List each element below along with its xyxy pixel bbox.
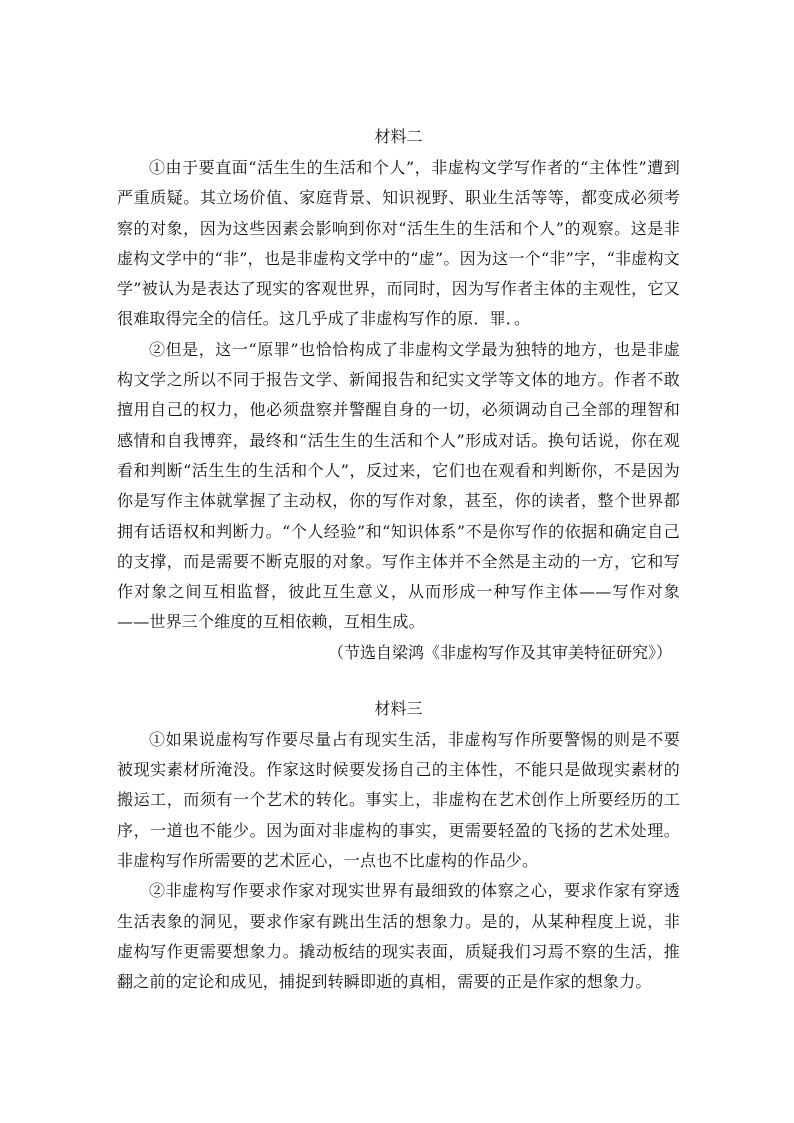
- document-page: [117, 120, 680, 997]
- section-title-material-3: 材料三: [374, 698, 423, 718]
- paragraph-material-2-2: ②但是，这一“原罪”也恰恰构成了非虚构文学最为独特的地方，也是非虚构文学之所以不同于报告文学、新闻报告和纪实文学等文体的地方。作者不敢擅用自己的权力，他必须盘察并警醒自身的一切，必须调动自己全部的理智和感情和自我博弈，最终和“活生生的生活和个人”形成对话。换句话说，你在观看和判断“活生生的生活和个人”，反过来，它们也在观看和判断你，不是因为你是写作主体就掌握了主动权，你的写作对象，甚至，你的读者，整个世界都拥有话语权和判断力。“个人经验”和“知识体系”不是你写作的依据和确定自己的支撑，而是需要不断克服的对象。写作主体并不全然是主动的一方，它和写作对象之间互相监督，彼此互生意义，从而形成一种写作主体——写作对象——世界三个维度的互相依赖，互相生成。: [117, 339, 680, 632]
- paragraph-material-3-2: ②非虚构写作要求作家对现实世界有最细致的体察之心，要求作家有穿透生活表象的洞见，要求作家有跳出生活的想象力。是的，从某种程度上说，非虚构写作更需要想象力。撬动板结的现实表面，质疑我们习焉不察的生活，推翻之前的定论和成见，捕捉到转瞬即逝的真相，需要的正是作家的想象力。: [117, 881, 680, 992]
- source-citation: （节选自梁鸿《非虚构写作及其审美特征研究》）: [327, 642, 672, 662]
- section-title-material-2: 材料二: [374, 127, 423, 146]
- section-spacer: [117, 668, 680, 692]
- paragraph-material-2-1: ①由于要直面“活生生的生活和个人”，非虚构文学写作者的“主体性”遭到严重质疑。其立场价值、家庭背景、知识视野、职业生活等等，都变成必须考察的对象，因为这些因素会影响到你对“活生生的生活和个人”的观察。这是非虚构文学中的“非”，也是非虚构文学中的“虚”。因为这一个“非”字，“非虚构文学”被认为是表达了现实的客观世界，而同时，因为写作者主体的主观性，它又很难取得完全的信任。这几乎成了非虚构写作的原．罪．。: [117, 158, 680, 329]
- paragraph-material-3-1: ①如果说虚构写作要尽量占有现实生活，非虚构写作所要警惕的则是不要被现实素材所淹没。作家这时候要发扬自己的主体性，不能只是做现实素材的搬运工，而须有一个艺术的转化。事实上，非虚构在艺术创作上所要经历的工序，一道也不能少。因为面对非虚构的事实，更需要轻盈的飞扬的艺术处理。非虚构写作所需要的艺术匠心，一点也不比虚构的作品少。: [117, 729, 680, 870]
